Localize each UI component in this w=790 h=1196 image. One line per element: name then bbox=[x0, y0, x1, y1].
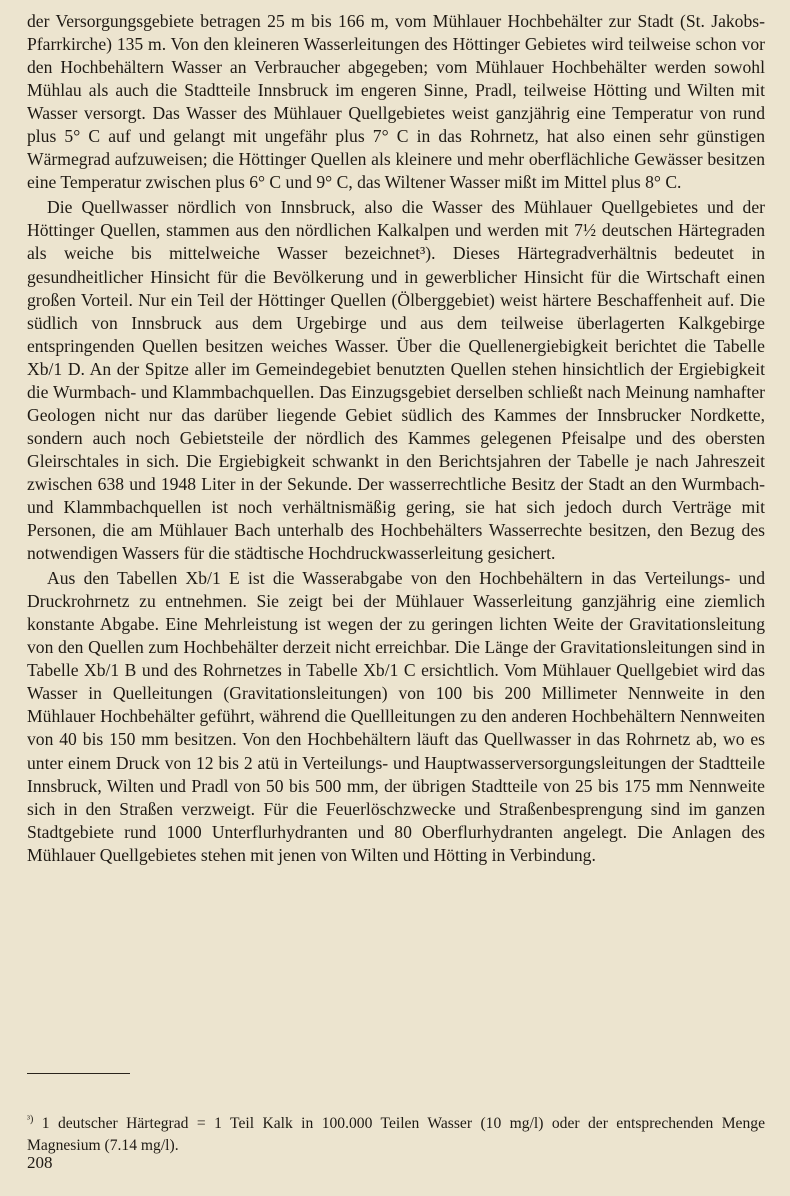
footnote-divider bbox=[27, 1073, 130, 1074]
page-number: 208 bbox=[27, 1153, 53, 1172]
body-text bbox=[27, 10, 765, 867]
paragraph-water-supply-areas: der Versorgungsgebiete betragen 25 m bis 166 m, vom Mühlauer Hochbehälter zur Stadt (St. Jakobs-Pfarrkirche) 135 m. Von den kleineren Wasserleitungen des Höttinger Gebietes wird teilweise schon vor den Hochbehältern Wasser an Verbraucher abgegeben; vom Mühlauer Hochbehälter werden sowohl Mühlau als auch die Stadtteile Innsbruck im engeren Sinne, Pradl, teilweise Hötting und Wilten mit Wasser versorgt. Das Wasser des Mühlauer Quellgebietes weist ganzjährig eine Temperatur von rund plus 5° C auf und gelangt mit ungefähr plus 7° C in das Rohrnetz, hat also einen sehr günstigen Wärmegrad aufzuweisen; die Höttinger Quellen als kleinere und mehr oberflächliche Gewässer besitzen eine Temperatur zwischen plus 6° C und 9° C, das Wiltener Wasser mißt im Mittel plus 8° C. bbox=[27, 11, 765, 193]
paragraph-spring-water-hardness: Die Quellwasser nördlich von Innsbruck, also die Wasser des Mühlauer Quellgebietes und der Höttinger Quellen, stammen aus den nördlichen Kalkalpen und werden mit 7½ deutschen Härtegraden als weiche bis mittelweiche Wasser bezeichnet³). Dieses Härtegradverhältnis bedeutet in gesundheitlicher Hinsicht für die Bevölkerung und in gewerblicher Hinsicht für die Wirtschaft einen großen Vorteil. Nur ein Teil der Höttinger Quellen (Ölberggebiet) weist härtere Beschaffenheit auf. Die südlich von Innsbruck aus dem Urgebirge und aus dem teilweise überlagerten Kalkgebirge entspringenden Quellen besitzen weiches Wasser. Über die Quellenergiebigkeit berichtet die Tabelle Xb/1 D. An der Spitze aller im Gemeindegebiet benutzten Quellen stehen hinsichtlich der Ergiebigkeit die Wurmbach- und Klammbachquellen. Das Einzugsgebiet derselben schließt nach Meinung namhafter Geologen nicht nur das darüber liegende Gebiet südlich des Kammes der Innsbrucker Nordkette, sondern auch noch Gebietsteile der nördlich des Kammes gelegenen Pfeisalpe und des obersten Gleirschtales in sich. Die Ergiebigkeit schwankt in den Berichtsjahren der Tabelle je nach Jahreszeit zwischen 638 und 1948 Liter in der Sekunde. Der wasserrechtliche Besitz der Stadt an den Wurmbach- und Klammbachquellen ist noch verhältnismäßig gering, sie hat sich jedoch durch Verträge mit Personen, die am Mühlauer Bach unterhalb des Hochbehälters Wasserrechte besitzen, den Bezug des notwendigen Wassers für die städtische Hochdruckwasserleitung gesichert. bbox=[27, 197, 765, 564]
footnote-marker: ³) bbox=[27, 1113, 34, 1125]
paragraph-water-distribution: Aus den Tabellen Xb/1 E ist die Wasserabgabe von den Hochbehältern in das Verteilungs- und Druckrohrnetz zu entnehmen. Sie zeigt bei der Mühlauer Wasserleitung ganzjährig eine ziemlich konstante Abgabe. Eine Mehrleistung ist wegen der zu geringen lichten Weite der Gravitationsleitung von den Quellen zum Hochbehälter derzeit nicht erreichbar. Die Länge der Gravitationsleitungen sind in Tabelle Xb/1 B und des Rohrnetzes in Tabelle Xb/1 C ersichtlich. Vom Mühlauer Quellgebiet wird das Wasser in Quelleitungen (Gravitationsleitungen) von 100 bis 200 Millimeter Nennweite in den Mühlauer Hochbehälter geführt, während die Quellleitungen zu den anderen Hochbehältern Nennweiten von 40 bis 150 mm besitzen. Von den Hochbehältern läuft das Quellwasser in das Rohrnetz ab, wo es unter einem Druck von 12 bis 2 atü in Verteilungs- und Hauptwasserversorgungsleitungen der Stadtteile Innsbruck, Wilten und Pradl von 50 bis 500 mm, der übrigen Stadtteile von 25 bis 175 mm Nennweite sich in den Straßen verzweigt. Für die Feuerlöschzwecke und Straßenbesprengung sind im ganzen Stadtgebiete rund 1000 Unterflurhydranten und 80 Oberflurhydranten angelegt. Die Anlagen des Mühlauer Quellgebietes stehen mit jenen von Wilten und Hötting in Verbindung. bbox=[27, 568, 765, 865]
footnote bbox=[27, 1109, 765, 1157]
footnote-text: 1 deutscher Härtegrad = 1 Teil Kalk in 100.000 Teilen Wasser (10 mg/l) oder der entsprechenden Menge Magnesium (7.14 mg/l). bbox=[27, 1114, 765, 1154]
